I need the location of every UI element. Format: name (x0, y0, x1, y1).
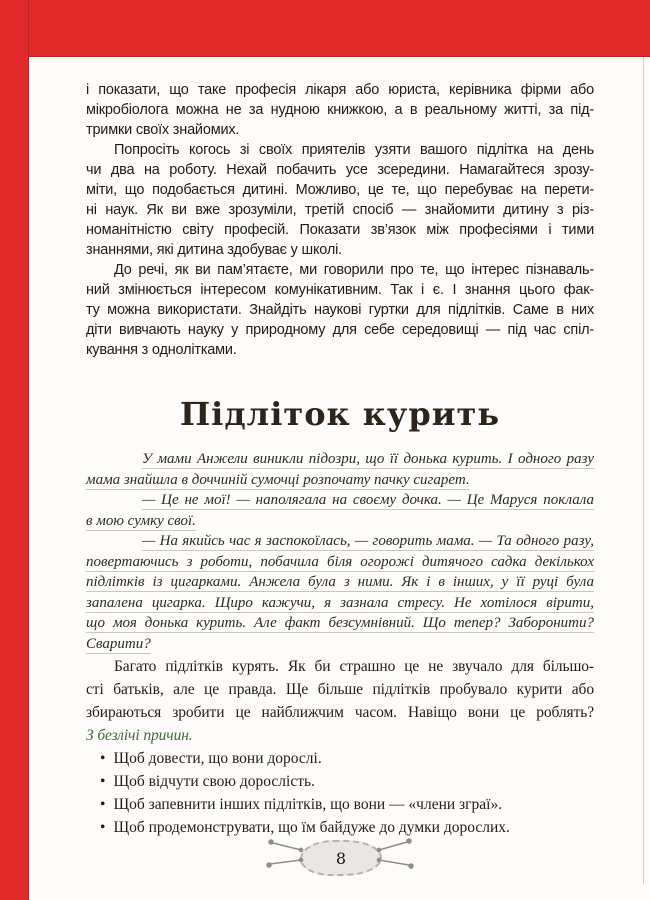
body-text-line: тримки своїх знайомих. (86, 122, 240, 138)
body-text-line: кування з однолітками. (86, 342, 237, 358)
list-item-text: Щоб відчути свою дорослість. (113, 773, 315, 790)
reasons-list (86, 747, 594, 839)
body-text-line: міти, що подобається дитині. Можливо, це те, що перебуває на перети- (86, 182, 594, 198)
story-text-line: — Це не мої! — наполягала на своєму дочка. — Це Маруся поклала (142, 492, 594, 508)
body-text-line: З безлічі причин. (86, 727, 193, 744)
page-right-edge-line (643, 57, 644, 884)
page-edge-top (0, 0, 650, 57)
story-text-line: в мою сумку свої. (86, 512, 196, 529)
body-text-line: і показати, що таке професія лікаря або юриста, керівника фірми або (86, 82, 594, 98)
intro-paragraphs (86, 80, 594, 360)
body-text-line: сті батьків, але це правда. Ще більше підлітків пробувало курити або (86, 681, 594, 698)
bullet-icon: • (100, 819, 106, 836)
page-edge-left (0, 0, 29, 900)
body-text-line: збираються зробити це найближчим часом. Навіщо вони це роблять? (86, 704, 594, 721)
bullet-icon: • (100, 773, 106, 790)
bullet-icon: • (100, 750, 106, 767)
page-number: 8 (335, 848, 347, 868)
story-text-line: підлітків із цигарками. Анжела була з ними. Як і в інших, у її руці була (86, 574, 594, 590)
list-item-text: Щоб запевнити інших підлітків, що вони — «члени зграї». (113, 796, 503, 813)
list-item (86, 793, 594, 816)
story-text-line: — На якийсь час я заспокоїлась, — говорить мама. — Та одного разу, (142, 533, 594, 549)
bullet-icon: • (100, 796, 106, 813)
body-text-line: знаннями, які дитина здобуває у школі. (86, 242, 342, 258)
body-text-line: ту можна використати. Знайдіть наукові гуртки для підлітків. Саме в них (86, 302, 594, 318)
body-text-line: діти вивчають науку у природному для себе середовищі — під час спіл- (86, 322, 594, 338)
chapter-heading: Підліток курить (179, 395, 501, 433)
page-number-ornament (86, 836, 594, 886)
story-text-line: У мами Анжели виникли підозри, що її донька курить. І одного разу (142, 451, 594, 467)
story-text-line: що моя донька курить. Але факт безсумнівний. Що тепер? Заборонити? (86, 615, 594, 631)
page-number-blob (300, 840, 382, 876)
body-text-line: ний змінюється інтересом комунікативним. Так і є. І знання цього фак- (86, 282, 594, 298)
body-text-line: ні наук. Як ви вже зрозуміли, третій спосіб — знайомити дитину з різ- (86, 202, 594, 218)
body-paragraph (86, 655, 594, 747)
list-item-text: Щоб довести, що вони дорослі. (113, 750, 322, 767)
story-text-line: повертаючись з роботи, побачила біля огорожі дитячого садка декількох (86, 553, 594, 570)
body-text-line: Багато підлітків курять. Як би страшно це не звучало для більшо- (114, 658, 594, 675)
list-item-text: Щоб продемонструвати, що їм байдуже до думки дорослих. (113, 819, 510, 836)
body-text-line: номанітністю світу професій. Показати зв’язок між професіями і тими (86, 222, 594, 238)
body-text-line: чи два на роботу. Нехай побачить усе зсередини. Намагайтеся зрозу- (86, 162, 594, 178)
story-text-line: Сварити? (86, 635, 151, 652)
story-text-line: запалена цигарка. Щиро кажучи, я зазнала стресу. Не хотілося вірити, (86, 594, 594, 611)
story-text-line: мама знайшла в доччиній сумочці розпочату пачку сигарет. (86, 471, 470, 488)
body-text-line: Попросіть когось зі своїх приятелів узяти вашого підлітка на день (114, 142, 594, 158)
body-text-line: мікробіолога можна не за нудною книжкою, а в реальному житті, за під- (86, 102, 594, 118)
list-item (86, 747, 594, 770)
story-quote-block (86, 449, 594, 654)
list-item (86, 770, 594, 793)
body-text-line: До речі, як ви пам’ятаєте, ми говорили про те, що інтерес пізнаваль- (114, 262, 594, 278)
